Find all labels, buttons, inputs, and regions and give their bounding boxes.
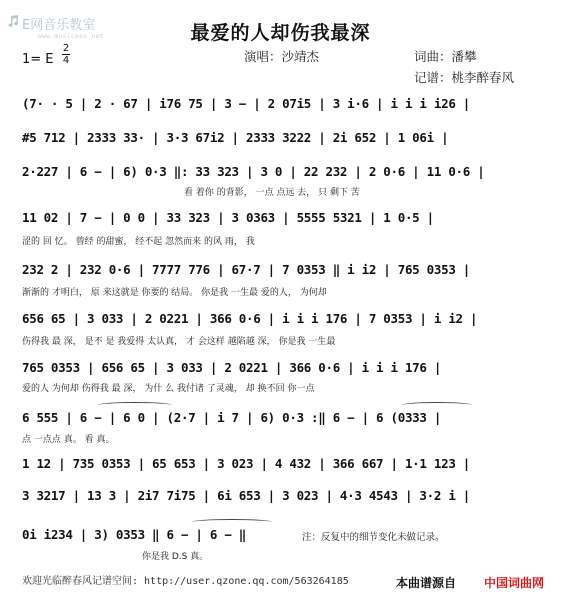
time-signature-top: 2 (62, 43, 70, 54)
score-line-2: #5 712 | 2333 33· | 3·3 67i2 | 2333 3222 | 2i 652 | 1 06i | (22, 130, 449, 145)
score-line-11: 0i i234 | 3) 0353 ‖ 6 − | 6 − ‖ (22, 527, 246, 542)
time-signature (62, 43, 70, 66)
lyric-line-4: 涩的 回 忆。 曾经 的甜蜜， 经不起 忽然而来 的风 雨， 我 (22, 237, 255, 247)
lyric-line-5: 渐渐的 才明白， 原 来这就是 你要的 结局。 你是我 一生最 爱的人， 为何却 (22, 288, 327, 298)
key-signature: 1= E (22, 52, 54, 67)
lyric-line-3: 看 着你 的背影， 一点 点远 去， 只 剩下 苦 (184, 188, 360, 198)
tie-arc (98, 402, 172, 408)
source-brand[interactable]: 中国词曲网 (484, 576, 545, 590)
score-line-6: 656 65 | 3 033 | 2 0221 | 366 0·6 | i i i 176 | 7 0353 | i i2 | (22, 311, 478, 326)
source-label: 本曲谱源自 (396, 576, 457, 590)
score-line-7: 765 0353 | 656 65 | 3 033 | 2 0221 | 366 0·6 | i i i 176 | (22, 360, 442, 375)
score-line-10: 3 3217 | 13 3 | 2i7 7i75 | 6i 653 | 3 023 | 4·3 4543 | 3·2 i | (22, 488, 470, 503)
composer-credit: 词曲：潘攀 (414, 49, 477, 64)
watermark-url: www.musiceeo.net (38, 33, 104, 40)
watermark-site: E网音乐教室 (22, 18, 96, 33)
singer-credit: 演唱：沙靖杰 (244, 49, 320, 64)
score-line-4: 11 02 | 7 − | 0 0 | 33 323 | 3 0363 | 5555 5321 | 1 0·5 | (22, 210, 434, 225)
transcriber-credit: 记谱：桃李醉春风 (414, 70, 515, 85)
score-line-3: 2·227 | 6 − | 6) 0·3 ‖: 33 323 | 3 0 | 22 232 | 2 0·6 | 11 0·6 | (22, 164, 485, 179)
footer-credit: 欢迎光临醉春风记谱空间: http://user.qzone.qq.com/563264185 (22, 576, 349, 587)
song-title: 最爱的人却伤我最深 (190, 22, 371, 44)
time-signature-bottom: 4 (62, 55, 70, 66)
score-line-8: 6 555 | 6 − | 6 0 | (2·7 | i 7 | 6) 0·3 :‖ 6 − | 6 (0333 | (22, 410, 442, 425)
score-line-5: 232 2 | 232 0·6 | 7777 776 | 67·7 | 7 0353 ‖ i i2 | 765 0353 | (22, 262, 470, 277)
tie-arc (192, 519, 272, 525)
lyric-line-8: 点 一点点 真。 看 真。 (22, 435, 115, 445)
lyric-line-6: 伤得我 最 深， 是不 是 我爱得 太认真， 才 会这样 越陷越 深， 你是我 一生最 (22, 337, 336, 347)
score-line-1: (7· · 5 | 2 · 67 | i76 75 | 3 − | 2 07i5 | 3 i·6 | i i i i26 | (22, 96, 470, 111)
lyric-line-7: 爱的人 为何却 伤得我 最 深， 为什 么 我付诸 了灵魂， 却 换不回 你一点 (22, 384, 315, 394)
score-line-9: 1 12 | 735 0353 | 65 653 | 3 023 | 4 432 | 366 667 | 1·1 123 | (22, 456, 470, 471)
tie-arc (402, 402, 472, 408)
lyric-line-11: 你是我 D.S 真。 (142, 552, 209, 562)
score-annotation: 注：反复中的细节变化未做记录。 (302, 532, 445, 543)
